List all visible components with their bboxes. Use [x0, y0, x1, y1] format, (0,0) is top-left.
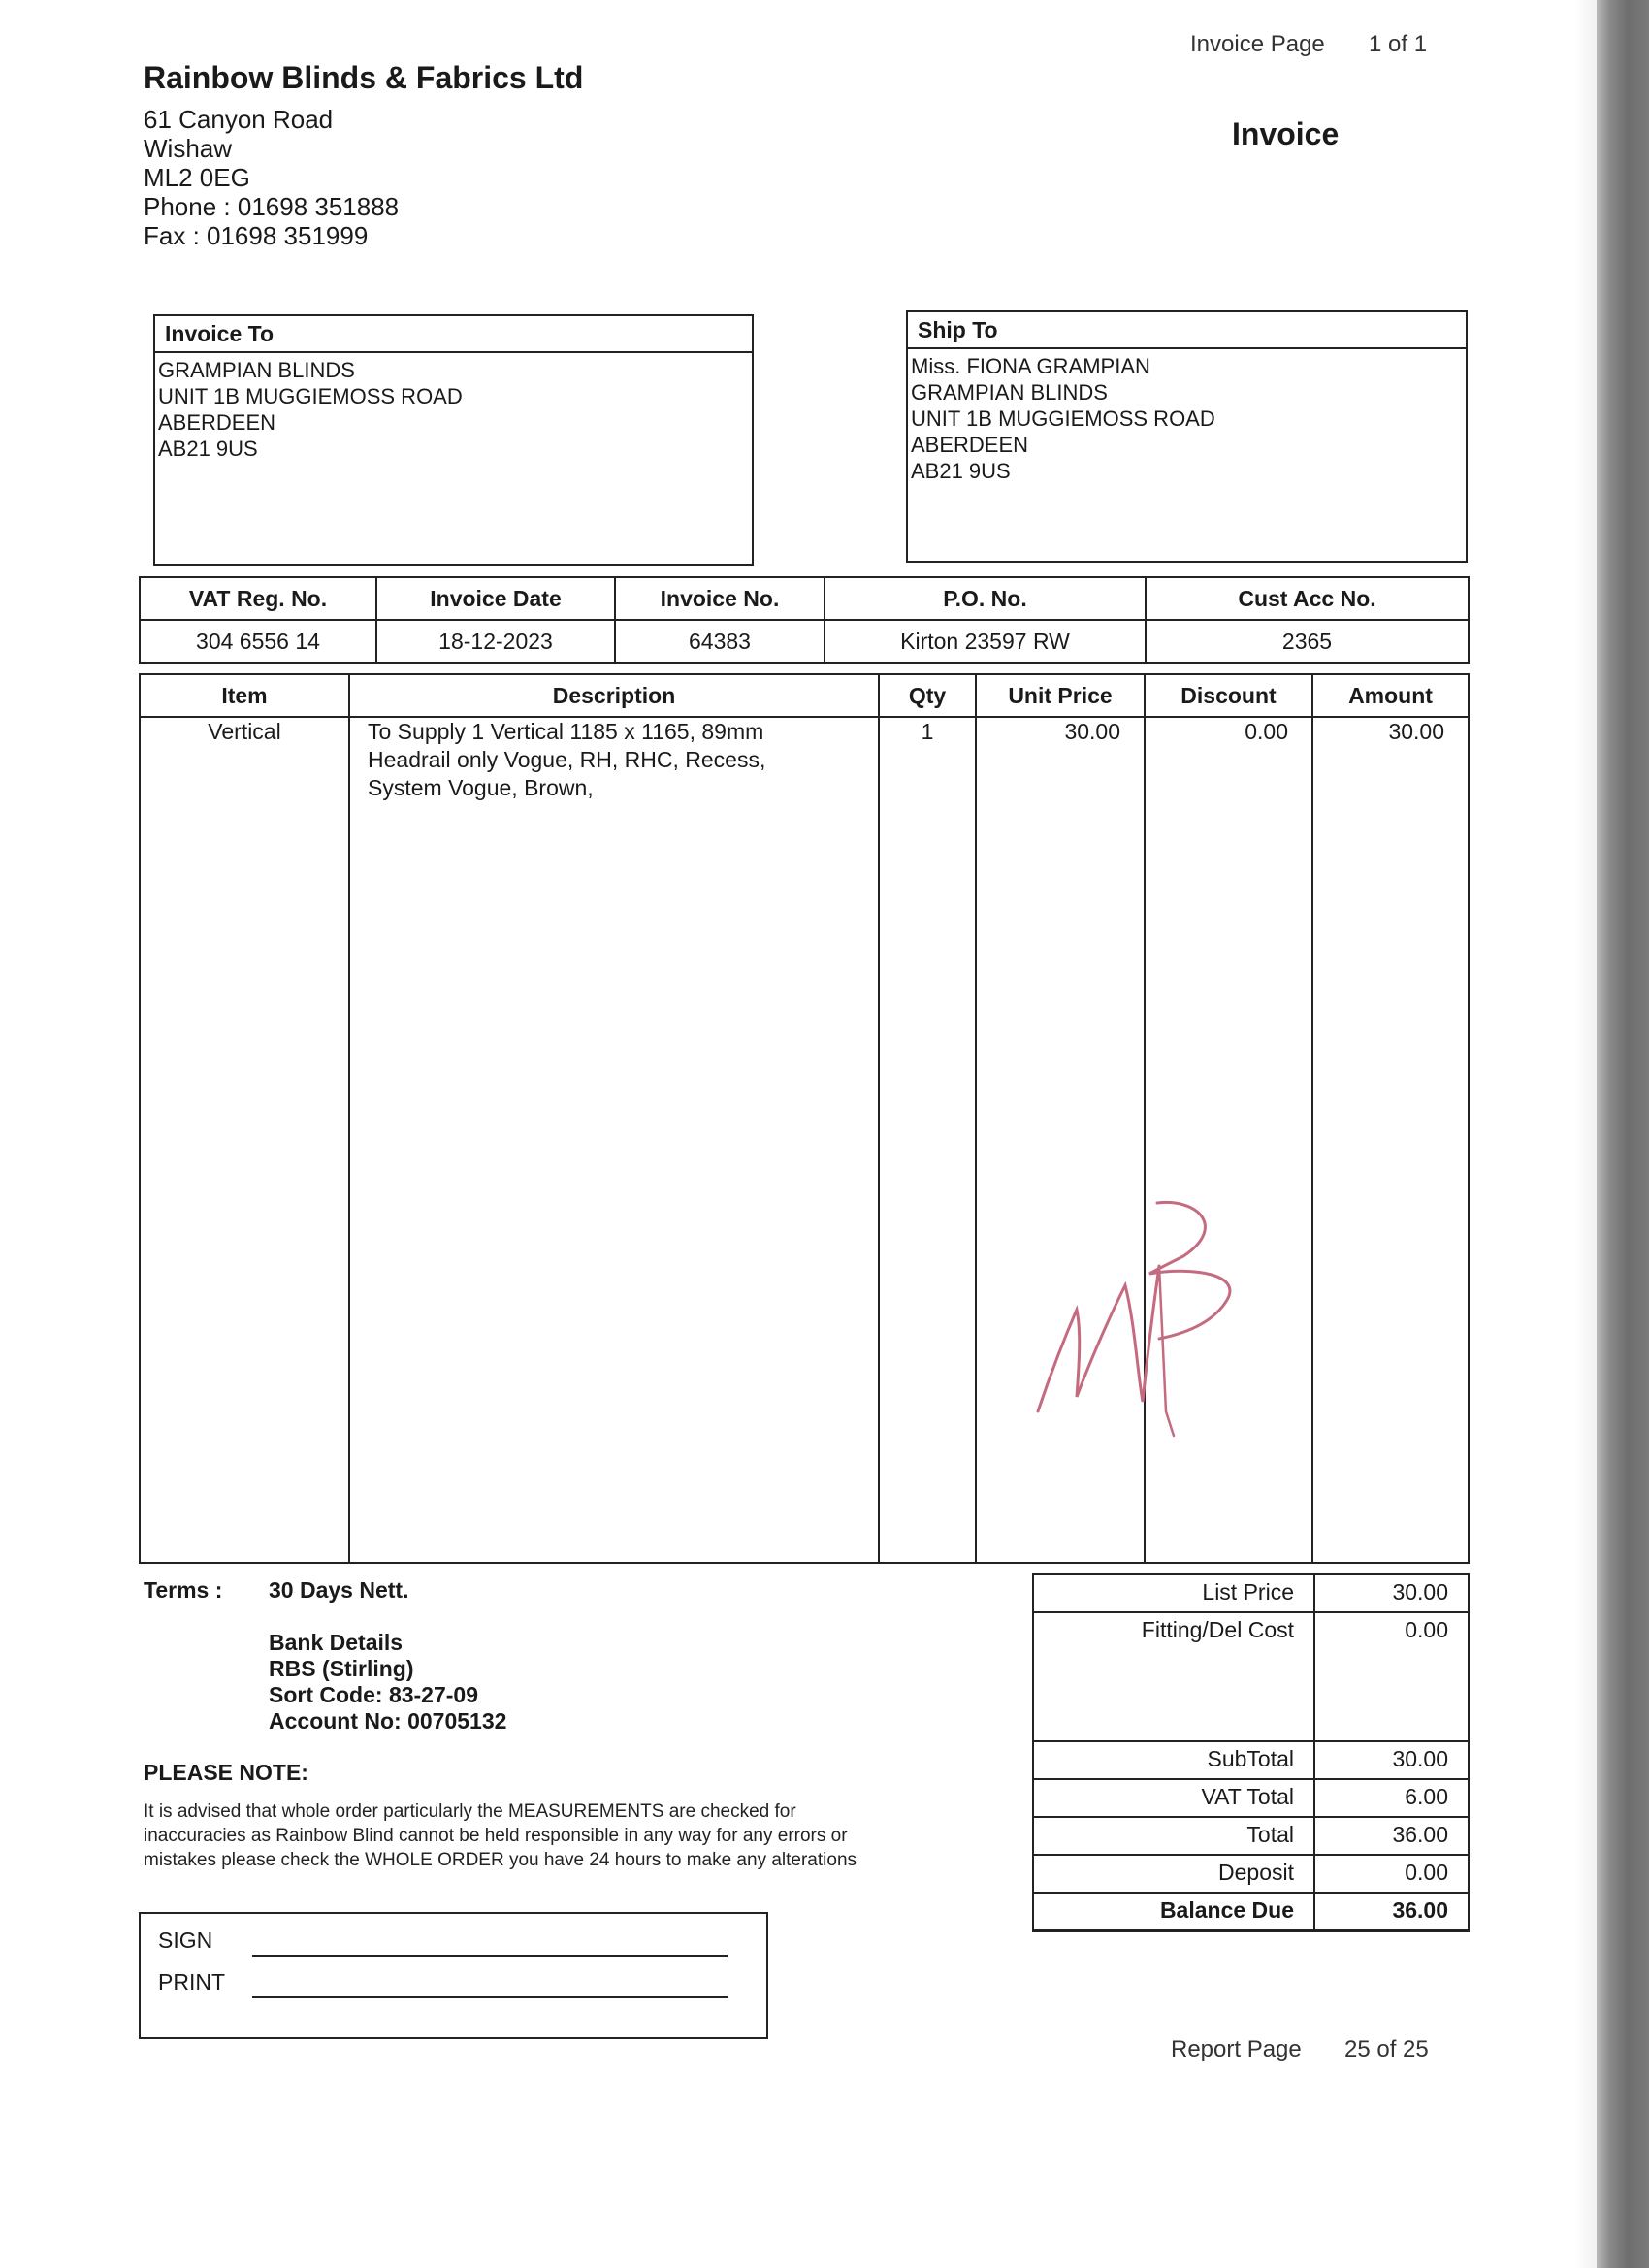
scan-page-fold [1575, 0, 1597, 2268]
document-title: Invoice [1232, 116, 1340, 151]
total-label: Total [1033, 1817, 1314, 1855]
bank-line: Bank Details [269, 1630, 404, 1655]
handwritten-initials-signature [1028, 1188, 1251, 1450]
terms-label: Terms : [144, 1577, 223, 1603]
invoice-to-address [155, 353, 752, 466]
report-page-value: 25 of 25 [1344, 2036, 1429, 2062]
address-line: AB21 9US [158, 437, 258, 461]
address-line: ABERDEEN [911, 433, 1029, 457]
reference-value-row [140, 620, 1469, 663]
description-cell [349, 717, 879, 1563]
total-value: 36.00 [1314, 1817, 1469, 1855]
vat-total-value: 6.00 [1314, 1779, 1469, 1817]
discount-header: Discount [1145, 674, 1312, 717]
report-page-label: Report Page [1171, 2036, 1302, 2062]
invoice-no-header: Invoice No. [615, 577, 824, 620]
address-line: Miss. FIONA GRAMPIAN [911, 354, 1150, 378]
item-header: Item [140, 674, 349, 717]
subtotal-value: 30.00 [1314, 1741, 1469, 1779]
bank-line: Sort Code: 83-27-09 [269, 1682, 479, 1707]
address-line: Wishaw [144, 134, 233, 163]
ship-to-address [908, 349, 1466, 488]
list-price-value: 30.00 [1314, 1574, 1469, 1612]
totals-row [1033, 1741, 1469, 1779]
qty-header: Qty [879, 674, 976, 717]
amount-header: Amount [1312, 674, 1469, 717]
company-phone: Phone : 01698 351888 [144, 192, 400, 221]
address-line: AB21 9US [911, 459, 1011, 483]
invoice-page-value: 1 of 1 [1369, 31, 1428, 57]
list-price-label: List Price [1033, 1574, 1314, 1612]
vat-reg-value: 304 6556 14 [140, 620, 376, 663]
cust-acc-value: 2365 [1146, 620, 1469, 663]
invoice-to-box [153, 314, 754, 566]
invoice-date-header: Invoice Date [376, 577, 615, 620]
balance-due-value: 36.00 [1314, 1893, 1469, 1930]
invoice-no-value: 64383 [615, 620, 824, 663]
discount-cell: 0.00 [1145, 717, 1312, 1563]
ship-to-box [906, 310, 1468, 563]
vat-reg-header: VAT Reg. No. [140, 577, 376, 620]
note-line: It is advised that whole order particularly the MEASUREMENTS are checked for [144, 1801, 796, 1822]
subtotal-label: SubTotal [1033, 1741, 1314, 1779]
totals-row [1033, 1855, 1469, 1893]
description-line: To Supply 1 Vertical 1185 x 1165, 89mm [368, 719, 764, 744]
print-label: PRINT [158, 1969, 225, 1994]
description-line: System Vogue, Brown, [368, 775, 594, 800]
sign-line[interactable] [252, 1955, 728, 1957]
address-line: ABERDEEN [158, 410, 276, 435]
unit-price-cell: 30.00 [976, 717, 1145, 1563]
fitting-del-value: 0.00 [1314, 1612, 1469, 1741]
please-note-title: PLEASE NOTE: [144, 1760, 308, 1785]
amount-cell: 30.00 [1312, 717, 1469, 1563]
deposit-value: 0.00 [1314, 1855, 1469, 1893]
print-line[interactable] [252, 1996, 728, 1998]
totals-row [1033, 1612, 1469, 1741]
description-line: Headrail only Vogue, RH, RHC, Recess, [368, 747, 766, 772]
invoice-page-label: Invoice Page [1190, 31, 1325, 57]
balance-due-label: Balance Due [1033, 1893, 1314, 1930]
description-header: Description [349, 674, 879, 717]
cust-acc-header: Cust Acc No. [1146, 577, 1469, 620]
address-line: UNIT 1B MUGGIEMOSS ROAD [911, 406, 1215, 431]
sign-label: SIGN [158, 1928, 213, 1953]
reference-header-row [140, 577, 1469, 620]
note-line: inaccuracies as Rainbow Blind cannot be held responsible in any way for any errors or [144, 1826, 848, 1846]
totals-table [1032, 1573, 1470, 1932]
table-row [140, 717, 1469, 1563]
address-line: 61 Canyon Road [144, 105, 334, 134]
bank-line: RBS (Stirling) [269, 1656, 414, 1681]
vat-total-label: VAT Total [1033, 1779, 1314, 1817]
po-no-header: P.O. No. [824, 577, 1146, 620]
qty-cell: 1 [879, 717, 976, 1563]
ship-to-heading: Ship To [908, 312, 1466, 349]
scan-edge-shadow [1597, 0, 1649, 2268]
fitting-del-label: Fitting/Del Cost [1033, 1612, 1314, 1741]
totals-row [1033, 1779, 1469, 1817]
address-line: ML2 0EG [144, 163, 250, 192]
note-line: mistakes please check the WHOLE ORDER you have 24 hours to make any alterations [144, 1850, 857, 1870]
items-table [139, 673, 1470, 1564]
address-line: UNIT 1B MUGGIEMOSS ROAD [158, 384, 463, 408]
company-fax: Fax : 01698 351999 [144, 221, 369, 250]
invoice-date-value: 18-12-2023 [376, 620, 615, 663]
totals-row [1033, 1893, 1469, 1930]
totals-row [1033, 1574, 1469, 1612]
company-address [144, 105, 399, 250]
bank-line: Account No: 00705132 [269, 1708, 507, 1733]
address-line: GRAMPIAN BLINDS [911, 380, 1108, 405]
address-line: GRAMPIAN BLINDS [158, 358, 355, 382]
sign-print-box [139, 1912, 768, 2039]
deposit-label: Deposit [1033, 1855, 1314, 1893]
totals-row [1033, 1817, 1469, 1855]
reference-table [139, 576, 1470, 664]
item-cell: Vertical [140, 717, 349, 1563]
unit-price-header: Unit Price [976, 674, 1145, 717]
terms-value: 30 Days Nett. [269, 1577, 409, 1603]
please-note-text [144, 1799, 997, 1872]
invoice-to-heading: Invoice To [155, 316, 752, 353]
bank-details [269, 1630, 506, 1734]
items-header-row [140, 674, 1469, 717]
po-no-value: Kirton 23597 RW [824, 620, 1146, 663]
company-name: Rainbow Blinds & Fabrics Ltd [144, 60, 584, 95]
